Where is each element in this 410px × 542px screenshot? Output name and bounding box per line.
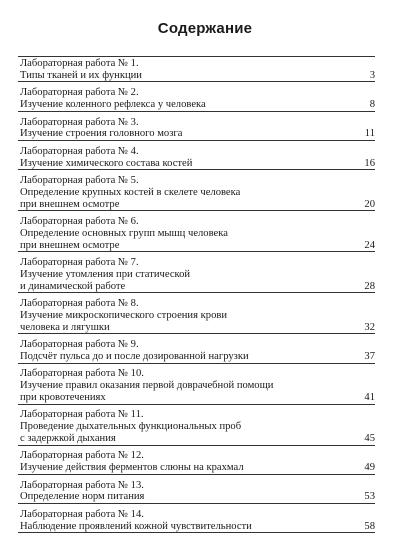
page-number: 28 [364, 280, 375, 292]
table-of-contents [18, 58, 375, 538]
page-number: 32 [364, 321, 375, 333]
toc-entry-heading: Лабораторная работа № 11. [20, 409, 144, 421]
page-number: 37 [364, 350, 375, 362]
toc-entry-row [18, 199, 375, 212]
toc-entry-row [18, 491, 375, 504]
toc-entry-title-line: Типы тканей и их функции [20, 69, 142, 81]
top-rule [18, 56, 375, 57]
toc-entry-heading: Лабораторная работа № 13. [20, 479, 144, 491]
toc-entry-row [18, 240, 375, 253]
toc-entry [18, 87, 375, 111]
toc-entry-title-line: человека и лягушки [20, 321, 110, 333]
toc-entry-row [18, 70, 375, 83]
page-number: 11 [364, 128, 375, 140]
toc-entry-heading: Лабораторная работа № 7. [20, 257, 139, 269]
toc-entry [18, 339, 375, 363]
toc-entry [18, 146, 375, 170]
toc-entry-row [18, 322, 375, 335]
toc-entry-heading: Лабораторная работа № 6. [20, 216, 139, 228]
toc-entry-heading: Лабораторная работа № 3. [20, 116, 139, 128]
toc-entry-title-line: Изучение действия ферментов слюны на крахмал [20, 462, 244, 474]
toc-entry-title-line: и динамической работе [20, 280, 126, 292]
page-number: 49 [364, 462, 375, 474]
toc-entry-heading: Лабораторная работа № 12. [20, 450, 144, 462]
toc-entry-row [18, 281, 375, 294]
toc-entry [18, 298, 375, 334]
toc-entry-title-line: Наблюдение проявлений кожной чувствительности [20, 520, 252, 532]
toc-entry [18, 175, 375, 211]
toc-entry-title-line: Проведение дыхательных функциональных проб [20, 421, 242, 433]
toc-entry [18, 509, 375, 533]
page-number: 45 [364, 432, 375, 444]
toc-entry-title-line: Изучение строения головного мозга [20, 128, 183, 140]
toc-entry-title-line: Изучение правил оказания первой доврачебной помощи [20, 380, 274, 392]
toc-entry-row [18, 99, 375, 112]
toc-entry [18, 117, 375, 141]
toc-entry-row [18, 158, 375, 171]
toc-entry-title-line: Изучение коленного рефлекса у человека [20, 99, 206, 110]
toc-entry-row [18, 392, 375, 405]
page-number: 53 [364, 491, 375, 503]
toc-entry-title-line: Подсчёт пульса до и после дозированной нагрузки [20, 350, 249, 362]
page-number: 24 [364, 239, 375, 251]
toc-entry-row [18, 128, 375, 141]
toc-entry-title-line: Определение крупных костей в скелете человека [20, 186, 241, 198]
toc-entry [18, 257, 375, 293]
toc-entry-row [18, 462, 375, 475]
toc-entry [18, 58, 375, 82]
toc-entry-heading: Лабораторная работа № 4. [20, 145, 139, 157]
toc-entry-row [18, 351, 375, 364]
toc-entry [18, 216, 375, 252]
page-title: Содержание [157, 20, 253, 37]
toc-entry-title-line: Определение основных групп мышц человека [20, 227, 228, 239]
toc-entry [18, 409, 375, 445]
toc-entry-heading: Лабораторная работа № 10. [20, 368, 144, 380]
toc-entry-title-line: Изучение утомления при статической [20, 268, 191, 280]
page-number: 3 [369, 69, 375, 81]
page-number: 20 [364, 198, 375, 210]
toc-entry-title-line: Изучение микроскопического строения крови [20, 309, 228, 321]
toc-entry-title-line: при внешнем осмотре [20, 239, 120, 251]
page-number: 41 [364, 391, 375, 403]
toc-entry-heading: Лабораторная работа № 9. [20, 339, 139, 351]
page-number: 58 [364, 520, 375, 532]
toc-entry-row [18, 521, 375, 534]
toc-entry-title-line: с задержкой дыхания [20, 432, 116, 444]
toc-entry-row [18, 433, 375, 446]
toc-entry-heading: Лабораторная работа № 14. [20, 509, 144, 521]
toc-entry-title-line: Изучение химического состава костей [20, 157, 193, 169]
page-number: 8 [369, 99, 375, 110]
toc-entry-title-line: при внешнем осмотре [20, 198, 120, 210]
toc-entry-title-line: при кровотечениях [20, 391, 106, 403]
page-number: 16 [364, 157, 375, 169]
toc-entry [18, 480, 375, 504]
toc-entry-heading: Лабораторная работа № 8. [20, 298, 139, 310]
toc-entry-heading: Лабораторная работа № 1. [20, 58, 139, 69]
toc-entry-heading: Лабораторная работа № 2. [20, 87, 139, 99]
toc-entry [18, 450, 375, 474]
toc-entry-title-line: Определение норм питания [20, 491, 145, 503]
toc-entry [18, 368, 375, 404]
toc-entry-heading: Лабораторная работа № 5. [20, 175, 139, 187]
